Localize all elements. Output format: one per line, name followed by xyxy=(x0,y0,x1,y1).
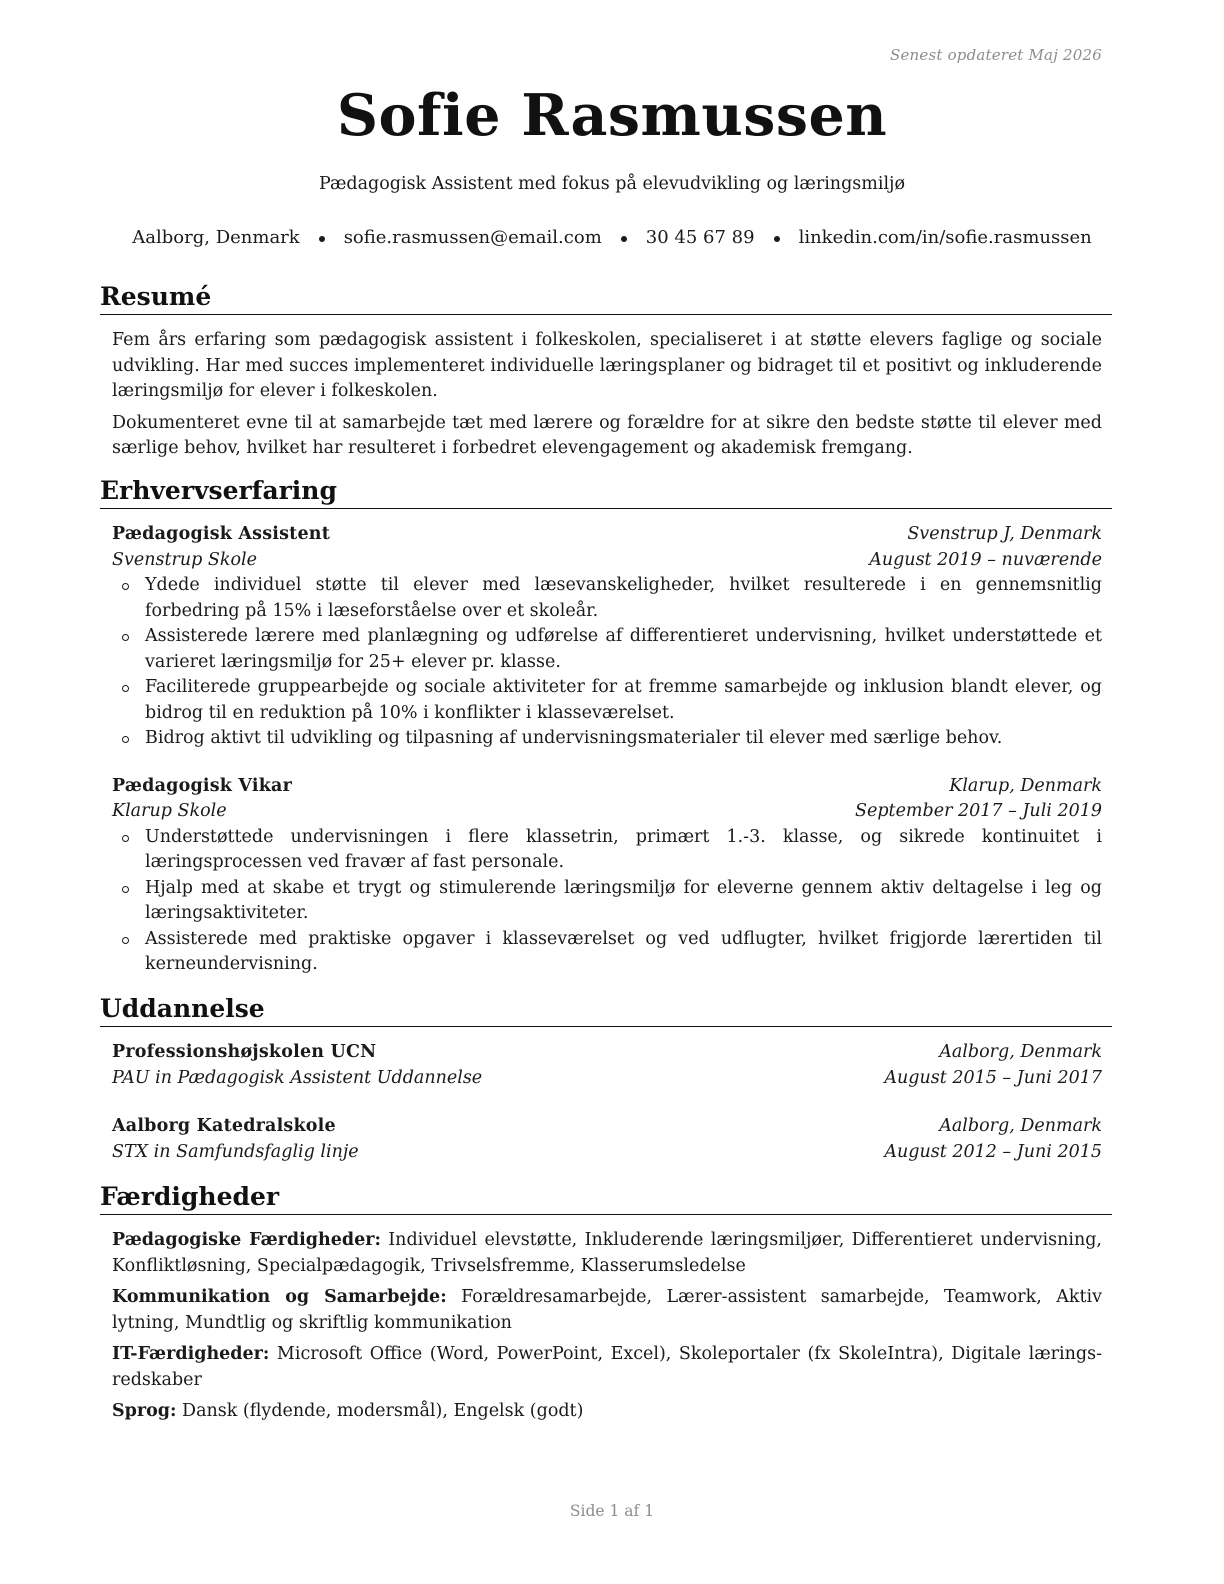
school-location: Aalborg, Denmark xyxy=(939,1116,1102,1136)
school-location: Aalborg, Denmark xyxy=(939,1042,1102,1062)
bullet-text: Hjalp med at skabe et trygt og stimulerende læringsmiljø for eleverne gennem aktiv deltagelse i leg og læringsaktiviteter. xyxy=(145,877,1102,923)
skill-label: IT-Færdigheder: xyxy=(112,1344,270,1364)
job-org-row xyxy=(112,548,1102,574)
school-name: Aalborg Katedralskole xyxy=(112,1116,336,1136)
circle-bullet-icon xyxy=(122,685,129,692)
skill-label: Kommunikation og Samarbejde: xyxy=(112,1287,447,1307)
skill-group xyxy=(112,1399,1102,1425)
job-location: Svenstrup J, Denmark xyxy=(907,524,1102,544)
skill-label: Sprog: xyxy=(112,1401,177,1421)
job-org: Klarup Skole xyxy=(112,801,227,821)
contact-linkedin[interactable]: linkedin.com/in/sofie.rasmussen xyxy=(798,227,1092,248)
list-item xyxy=(112,927,1102,978)
list-item xyxy=(112,726,1102,752)
degree-row xyxy=(112,1066,1102,1092)
section-heading-education: Uddannelse xyxy=(100,994,1112,1027)
skill-label: Pædagogiske Færdigheder: xyxy=(112,1230,381,1250)
bullet-separator-icon xyxy=(319,236,325,242)
job-entry xyxy=(100,774,1112,978)
circle-bullet-icon xyxy=(122,835,129,842)
skill-text: Individuel elevstøtte, Inkluderende læringsmiljøer, Differentieret undervisning, Konfliktløsning, Specialpædagogik, Trivselsfremme, Klasserumsledelse xyxy=(112,1230,1102,1276)
skills-section xyxy=(100,1182,1112,1425)
experience-section xyxy=(100,476,1112,978)
skill-text: Microsoft Office (Word, PowerPoint, Excel), Skoleportaler (fx SkoleIntra), Digitale læringsredskaber xyxy=(112,1344,1102,1390)
bullet-text: Bidrog aktivt til udvikling og tilpasning af undervisningsmaterialer til elever med særlige behov. xyxy=(145,728,1003,748)
skill-group xyxy=(112,1285,1102,1336)
last-updated: Senest opdateret Maj 2026 xyxy=(889,46,1102,64)
education-dates: August 2012 – Juni 2015 xyxy=(884,1141,1102,1162)
list-item xyxy=(112,624,1102,675)
job-title-row xyxy=(112,522,1102,548)
section-heading-skills: Færdigheder xyxy=(100,1182,1112,1215)
school-row xyxy=(112,1114,1102,1140)
section-heading-summary: Resumé xyxy=(100,282,1112,315)
bullet-text: Faciliterede gruppearbejde og sociale aktiviteter for at fremme samarbejde og inklusion blandt elever, og bidrog til en reduktion på 10% i konflikter i klasseværelset. xyxy=(145,677,1102,723)
degree: PAU in Pædagogisk Assistent Uddannelse xyxy=(112,1067,483,1088)
bullet-text: Understøttede undervisningen i flere klassetrin, primært 1.-3. klasse, og sikrede kontinuitet i læringsprocessen ved fravær af fast personale. xyxy=(145,826,1102,872)
contact-line xyxy=(0,227,1224,248)
skill-text: Dansk (flydende, modersmål), Engelsk (godt) xyxy=(182,1401,584,1421)
skill-group xyxy=(112,1228,1102,1279)
contact-email[interactable]: sofie.rasmussen@email.com xyxy=(343,227,602,248)
degree-row xyxy=(112,1140,1102,1166)
education-entry xyxy=(100,1114,1112,1165)
list-item xyxy=(112,675,1102,726)
education-section xyxy=(100,994,1112,1165)
section-heading-experience: Erhvervserfaring xyxy=(100,476,1112,509)
candidate-name: Sofie Rasmussen xyxy=(336,82,888,149)
skill-text: Forældresamarbejde, Lærer-assistent samarbejde, Teamwork, Aktiv lytning, Mundtlig og skriftlig kommunikation xyxy=(112,1287,1102,1333)
job-bullets xyxy=(112,573,1102,752)
degree: STX in Samfundsfaglig linje xyxy=(112,1141,359,1162)
job-org: Svenstrup Skole xyxy=(112,549,257,570)
education-entry xyxy=(100,1040,1112,1091)
tagline: Pædagogisk Assistent med fokus på elevudvikling og læringsmiljø xyxy=(318,174,906,194)
circle-bullet-icon xyxy=(122,937,129,944)
bullet-separator-icon xyxy=(621,236,627,242)
summary-paragraph: Fem års erfaring som pædagogisk assistent i folkeskolen, specialiseret i at støtte elevers faglige og sociale udvikling. Har med succes implementeret individuelle læringsplaner og bidraget til et positivt og inkluderende læringsmiljø for elever i folkeskolen. xyxy=(112,330,1102,401)
circle-bullet-icon xyxy=(122,886,129,893)
bullet-text: Ydede individuel støtte til elever med læsevanskeligheder, hvilket resulterede i en gennemsnitlig forbedring på 15% i læseforståelse over et skoleår. xyxy=(145,575,1102,621)
circle-bullet-icon xyxy=(122,634,129,641)
job-bullets xyxy=(112,825,1102,978)
school-row xyxy=(112,1040,1102,1066)
job-org-row xyxy=(112,799,1102,825)
school-name: Professionshøjskolen UCN xyxy=(112,1042,377,1062)
education-dates: August 2015 – Juni 2017 xyxy=(884,1067,1102,1088)
list-item xyxy=(112,825,1102,876)
job-dates: August 2019 – nuværende xyxy=(869,549,1102,570)
page-number: Side 1 af 1 xyxy=(569,1502,655,1520)
list-item xyxy=(112,876,1102,927)
contact-location: Aalborg, Denmark xyxy=(132,227,300,248)
contact-phone: 30 45 67 89 xyxy=(645,227,755,248)
list-item xyxy=(112,573,1102,624)
bullet-text: Assisterede med praktiske opgaver i klasseværelset og ved udflugter, hvilket frigjorde lærertiden til kerneundervisning. xyxy=(145,928,1102,974)
job-dates: September 2017 – Juli 2019 xyxy=(854,801,1102,821)
skill-group xyxy=(112,1342,1102,1393)
circle-bullet-icon xyxy=(122,583,129,590)
job-role: Pædagogisk Vikar xyxy=(112,775,292,796)
bullet-separator-icon xyxy=(774,236,780,242)
bullet-text: Assisterede lærere med planlægning og udførelse af differentieret undervisning, hvilket understøttede et varieret læringsmiljø for 25+ elever pr. klasse. xyxy=(145,626,1102,672)
job-location: Klarup, Denmark xyxy=(949,775,1102,796)
summary-section xyxy=(100,282,1112,462)
circle-bullet-icon xyxy=(122,736,129,743)
job-entry xyxy=(100,522,1112,752)
job-role: Pædagogisk Assistent xyxy=(112,524,330,544)
summary-paragraph: Dokumenteret evne til at samarbejde tæt med lærere og forældre for at sikre den bedste støtte til elever med særlige behov, hvilket har resulteret i forbedret elevengagement og akademisk fremgang. xyxy=(112,412,1102,458)
job-title-row xyxy=(112,774,1102,800)
